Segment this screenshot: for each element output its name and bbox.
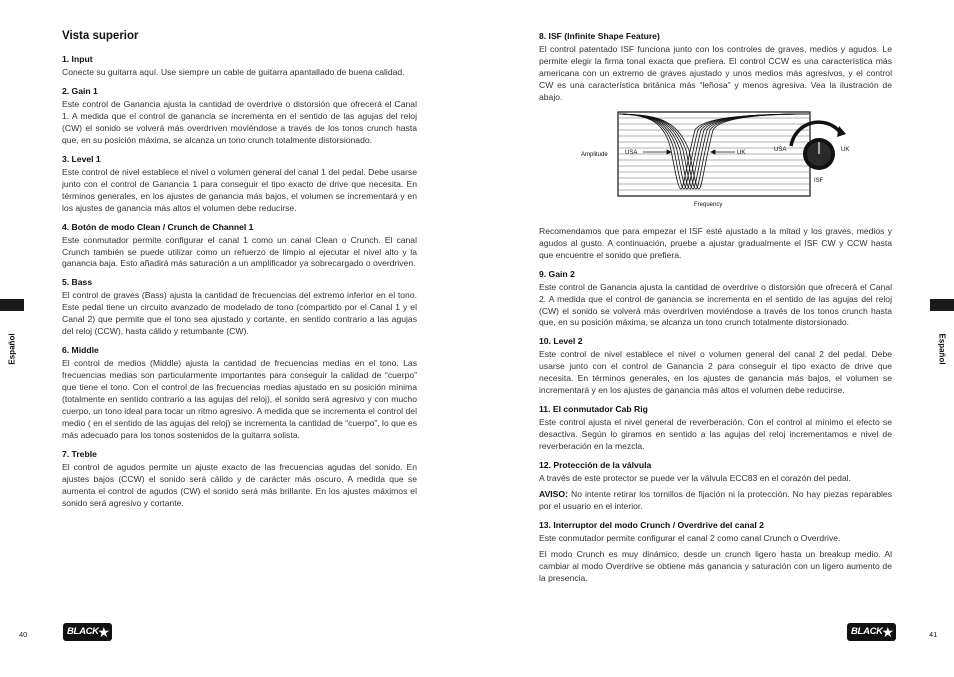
amplitude-label: Amplitude bbox=[581, 151, 608, 158]
heading-valve-protection: 12. Protección de la válvula bbox=[539, 460, 652, 471]
text-middle: El control de medios (Middle) ajusta la cantidad de frecuencias medias en el tono. Las frecuencias medias son particularmente importantes para conseguir la calidad de “cuerpo” que tiene el tono. Con el control de las frecuencias medias ajustado en su posición mínima (totalmente en sentido contrario a las agujas del reloj), el sonido será agresivo y con mucho cuerpo, un tono ideal para tocar un ritmo agresivo. A medida que se incrementa el control del medio ( en el sentido de las agujas del reloj) se incrementa la cantidad de “cuerpo”, lo que es más adecuado para los tonos sostenidos de la guitarra solista. bbox=[62, 358, 417, 440]
frequency-label: Frequency bbox=[694, 201, 723, 208]
language-tab-left bbox=[0, 299, 24, 396]
tab-bar bbox=[930, 299, 954, 311]
text-valve-protection: A través de este protector se puede ver la válvula ECC83 en el corazón del pedal. bbox=[539, 473, 851, 484]
heading-gain-2: 9. Gain 2 bbox=[539, 268, 575, 279]
heading-input: 1. Input bbox=[62, 54, 93, 64]
text-gain-2: Este control de Ganancia ajusta la cantidad de overdrive o distorsión que ofrecerá el Canal 2. A medida que el control de ganancia se incrementa en el sentido de las agujas del reloj (CW) el sonido se volverá más overdriven moviéndose a través de los tonos crunch hasta que, en su posición máxima, se alcanza un tono crunch totalmente distorsionado. bbox=[539, 281, 892, 328]
warning-text: No intente retirar los tornillos de fijación ni la protección. No hay piezas reparables por el usuario en el interior. bbox=[539, 489, 892, 512]
graph-usa-label: USA bbox=[625, 149, 638, 156]
text-input: Conecte su guitarra aquí. Use siempre un cable de guitarra apantallado de buena calidad. bbox=[62, 67, 405, 77]
heading-treble: 7. Treble bbox=[62, 448, 97, 459]
logo-text: BLACK bbox=[851, 626, 883, 637]
star-icon: ★ bbox=[97, 624, 110, 640]
page-number: 41 bbox=[929, 630, 938, 639]
page-number: 40 bbox=[19, 630, 28, 639]
heading-clean-crunch: 4. Botón de modo Clean / Crunch de Channel 1 bbox=[62, 221, 254, 232]
isf-illustration bbox=[539, 110, 892, 220]
text-clean-crunch: Este conmutador permite configurar el canal 1 como un canal Clean o Crunch. El canal Crunch también se puede utilizar como un refuerzo de limpio al ejecutar el nivel alto y la ganancia baja. Esto añadirá más saturación a un amplificador ya sobrecargado o overdriven. bbox=[62, 234, 417, 269]
heading-bass: 5. Bass bbox=[62, 277, 93, 288]
heading-gain-1: 2. Gain 1 bbox=[62, 85, 98, 96]
knob-uk-label: UK bbox=[841, 146, 850, 153]
heading-isf: 8. ISF (Infinite Shape Feature) bbox=[539, 31, 660, 41]
left-column bbox=[62, 29, 417, 510]
text-bass: El control de graves (Bass) ajusta la cantidad de frecuencias del extremo inferior en el tono. Este pedal tiene un circuito avanzado de modelado de tono (compartido por el Canal 1 y el Canal 2) que permite que el tono sea ajustado y cortante, en sentido contrario a las agujas del reloj (CCW), hasta cálido y retumbante (CW). bbox=[62, 290, 417, 337]
tab-bar bbox=[0, 299, 24, 311]
language-label: Español bbox=[7, 333, 17, 365]
heading-crunch-overdrive: 13. Interruptor del modo Crunch / Overdrive del canal 2 bbox=[539, 519, 764, 530]
knob-isf-label: ISF bbox=[814, 177, 824, 184]
heading-cab-rig: 11. El conmutador Cab Rig bbox=[539, 404, 648, 415]
brand-logo bbox=[847, 623, 896, 641]
knob-usa-label: USA bbox=[774, 146, 787, 153]
warning-paragraph bbox=[539, 489, 892, 513]
knob-arrow-head bbox=[837, 126, 846, 137]
text-level-2: Este control de nivel establece el nivel o volumen general del canal 2 del pedal. Debe usarse junto con el control de Ganancia 2 para conseguir el tipo exacto de drive que necesita. En términos generales, en los ajustes de ganancia más bajos, el volumen se incrementará y en los ajustes de ganancia más altos el volumen debe reducirse. bbox=[539, 349, 892, 396]
text-gain-1: Este control de Ganancia ajusta la cantidad de overdrive o distorsión que ofrecerá el Canal 1. A medida que el control de ganancia se incrementa en el sentido de las agujas del reloj (CW) el sonido se volverá más overdriven moviéndose a través de los tonos crunch hasta que, en su posición máxima, se alcanza un tono crunch totalmente distorsionado. bbox=[62, 98, 417, 145]
right-column bbox=[539, 29, 892, 585]
text-crunch-overdrive: Este conmutador permite configurar el canal 2 como canal Crunch o Overdrive. bbox=[539, 532, 841, 543]
language-tab-right bbox=[930, 299, 954, 396]
section-title: Vista superior bbox=[62, 30, 139, 42]
isf-diagram bbox=[539, 110, 892, 220]
text-treble: El control de agudos permite un ajuste exacto de las frecuencias agudas del sonido. En ajustes bajos (CCW) el sonido será cálido y de carácter más oscuro. A medida que se aumenta el control de agudos (CW) el sonido será más brillante. En los ajustes máximos el sonido será agresivo y cortante. bbox=[62, 461, 417, 508]
heading-level-1: 3. Level 1 bbox=[62, 153, 101, 164]
text-isf: El control patentado ISF funciona junto con los controles de graves, medios y agudos. Le permite elegir la firma tonal exacta que prefiera. El control CCW es una característica más americana con un extremo de graves ajustado y unos medios más agresivos, y el control CW es una característica británica más “leñosa” y menos agresiva. Vea la ilustración de abajo. bbox=[539, 44, 892, 102]
right-page bbox=[477, 0, 954, 677]
warning-label: AVISO: bbox=[539, 489, 568, 500]
language-label: Español bbox=[937, 333, 947, 365]
graph-uk-label: UK bbox=[737, 149, 746, 156]
heading-middle: 6. Middle bbox=[62, 345, 99, 356]
star-icon: ★ bbox=[881, 624, 894, 640]
logo-text: BLACK bbox=[67, 626, 99, 637]
brand-logo bbox=[63, 623, 112, 641]
text-isf-recommendation: Recomendamos que para empezar el ISF esté ajustado a la mitad y los graves, medios y agudos al gusto. A continuación, pruebe a ajustar gradualmente el ISF CW y CCW hasta que encuentre el sonido que prefiera. bbox=[539, 225, 892, 260]
heading-level-2: 10. Level 2 bbox=[539, 336, 583, 347]
text-level-1: Este control de nivel establece el nivel o volumen general del canal 1 del pedal. Debe usarse junto con el control de Ganancia 1 para conseguir el tipo exacto de drive que necesita. En términos generales, en los ajustes de ganancia más bajos, el volumen se incrementará y en los ajustes de ganancia más altos el volumen debe reducirse. bbox=[62, 166, 417, 213]
text-crunch-overdrive-2: El modo Crunch es muy dinámico, desde un crunch ligero hasta un breakup medio. Al cambiar al modo Overdrive se obtiene más ganancia y saturación con un ligero aumento de la presencia. bbox=[539, 548, 892, 583]
text-cab-rig: Este control ajusta el nivel general de reverberación. Con el control al mínimo el efecto se desactiva. Según lo giramos en sentido a las agujas del reloj incrementamos e nivel de reverberación en la mezcla. bbox=[539, 417, 892, 452]
